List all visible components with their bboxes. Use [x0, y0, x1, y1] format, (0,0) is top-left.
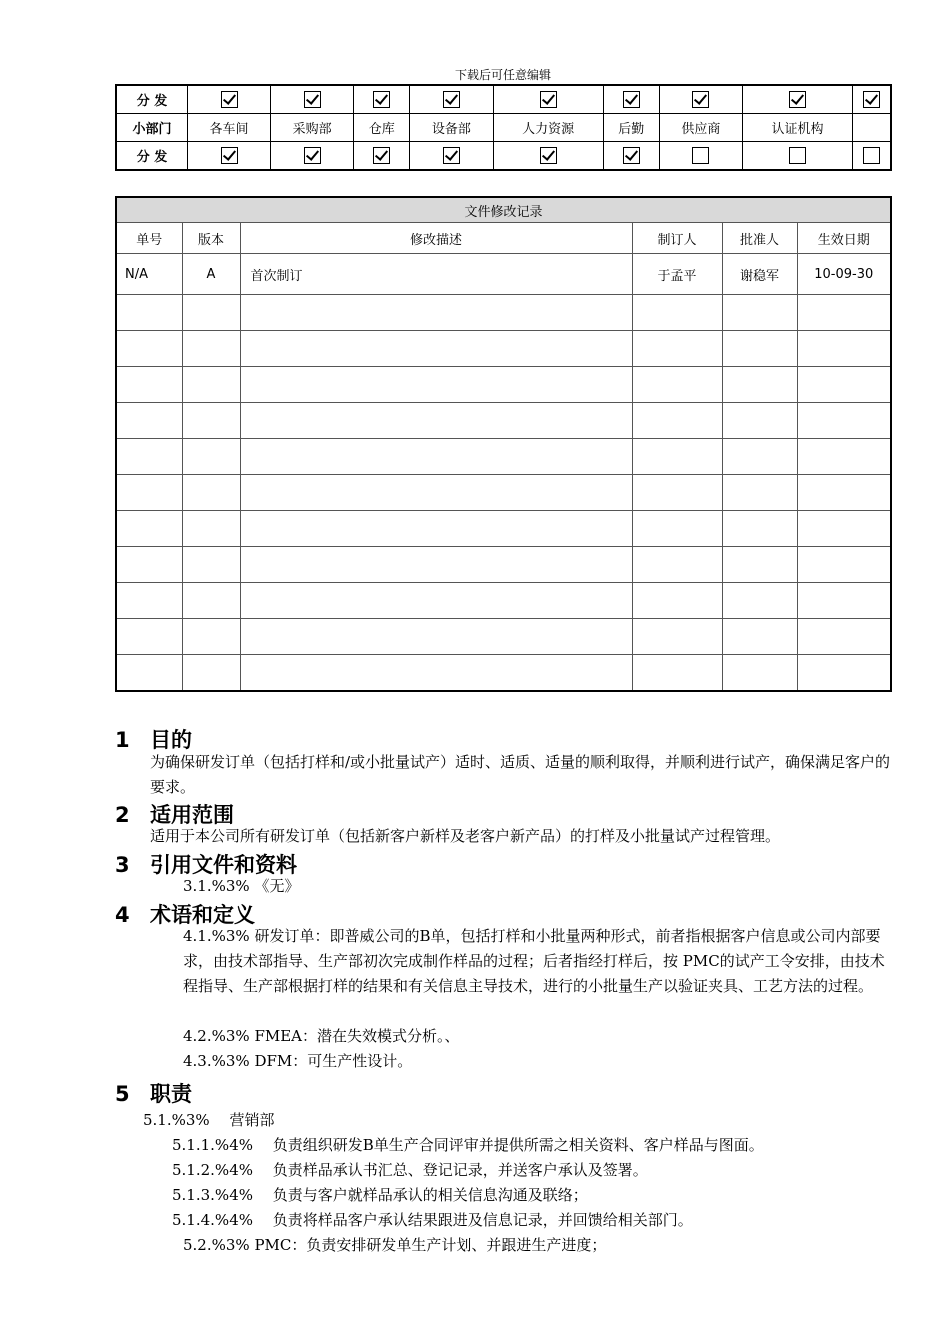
empty-cell	[116, 583, 182, 619]
empty-cell	[722, 403, 797, 439]
empty-cell	[632, 655, 722, 692]
department-cell: 采购部	[271, 114, 354, 142]
empty-cell	[722, 367, 797, 403]
checkbox[interactable]	[692, 91, 709, 108]
reference-item: 3.1.%3% 《无》	[183, 877, 300, 895]
empty-cell	[797, 583, 891, 619]
empty-cell	[722, 583, 797, 619]
empty-cell	[722, 475, 797, 511]
responsibility-item: 5.1.3.%4% 负责与客户就样品承认的相关信息沟通及联络；	[172, 1186, 588, 1204]
empty-cell	[116, 619, 182, 655]
scope-text: 适用于本公司所有研发订单（包括新客户新样及老客户新产品）的打样及小批量试产过程管理。	[150, 827, 781, 845]
cell-doc-no: N/A	[116, 254, 182, 295]
empty-cell	[182, 547, 240, 583]
department-cell: 后勤	[603, 114, 659, 142]
table-row	[116, 367, 891, 403]
empty-cell	[797, 403, 891, 439]
department-cell: 各车间	[188, 114, 271, 142]
empty-cell	[240, 511, 632, 547]
department-cell	[853, 114, 891, 142]
empty-cell	[240, 475, 632, 511]
department-cell: 供应商	[659, 114, 742, 142]
checkbox[interactable]	[304, 147, 321, 164]
empty-cell	[632, 331, 722, 367]
empty-cell	[116, 331, 182, 367]
empty-cell	[632, 403, 722, 439]
column-header: 生效日期	[797, 223, 891, 254]
column-header: 单号	[116, 223, 182, 254]
empty-cell	[722, 655, 797, 692]
empty-cell	[722, 511, 797, 547]
distribution-row-1	[116, 85, 891, 114]
checkbox[interactable]	[540, 147, 557, 164]
section-heading: 5 职责	[115, 1082, 192, 1106]
empty-cell	[116, 475, 182, 511]
cell-author: 于孟平	[632, 254, 722, 295]
cell-version: A	[182, 254, 240, 295]
department-cell: 人力资源	[493, 114, 603, 142]
table-row	[116, 403, 891, 439]
empty-cell	[182, 403, 240, 439]
table-row	[116, 619, 891, 655]
table-row	[116, 511, 891, 547]
empty-cell	[632, 295, 722, 331]
empty-cell	[797, 655, 891, 692]
empty-cell	[182, 367, 240, 403]
responsibility-item: 5.1.1.%4% 负责组织研发B单生产合同评审并提供所需之相关资料、客户样品与图面。	[172, 1136, 764, 1154]
empty-cell	[182, 655, 240, 692]
definition-item: 4.3.%3% DFM：可生产性设计。	[183, 1052, 413, 1070]
table-row	[116, 475, 891, 511]
empty-cell	[240, 439, 632, 475]
empty-cell	[182, 511, 240, 547]
checkbox[interactable]	[304, 91, 321, 108]
section-heading: 1 目的	[115, 728, 192, 752]
table-row	[116, 439, 891, 475]
responsibility-item: 5.1.%3% 营销部	[143, 1111, 275, 1129]
empty-cell	[240, 403, 632, 439]
checkbox[interactable]	[221, 91, 238, 108]
empty-cell	[632, 583, 722, 619]
cell-description: 首次制订	[240, 254, 632, 295]
checkbox[interactable]	[623, 91, 640, 108]
checkbox[interactable]	[540, 91, 557, 108]
distribution-table	[115, 84, 892, 171]
definition-item: 4.2.%3% FMEA：潜在失效模式分析。、	[183, 1027, 460, 1045]
checkbox[interactable]	[221, 147, 238, 164]
empty-cell	[182, 475, 240, 511]
empty-cell	[182, 439, 240, 475]
empty-cell	[182, 331, 240, 367]
empty-cell	[632, 511, 722, 547]
empty-cell	[797, 331, 891, 367]
definition-item: 4.1.%3% 研发订单：即普威公司的B单，包括打样和小批量两种形式，前者指根据客户信息或公司内部要求，由技术部指导、生产部初次完成制作样品的过程；后者指经打样后，按 PMC的试产工令安排，由技术程指导、生产部根据打样的结果和有关信息主导技术，进行的小批量生产以验证夹具、工艺方法的过程。	[183, 927, 885, 995]
empty-cell	[797, 511, 891, 547]
checkbox[interactable]	[443, 91, 460, 108]
header-note: 下载后可任意编辑	[454, 68, 551, 82]
table-row	[116, 655, 891, 692]
empty-cell	[632, 475, 722, 511]
empty-cell	[722, 439, 797, 475]
checkbox[interactable]	[789, 91, 806, 108]
empty-cell	[797, 367, 891, 403]
distribution-row-2	[116, 142, 891, 171]
column-header: 制订人	[632, 223, 722, 254]
empty-cell	[632, 367, 722, 403]
empty-cell	[632, 619, 722, 655]
table-row	[116, 254, 891, 295]
empty-cell	[240, 655, 632, 692]
empty-cell	[722, 547, 797, 583]
empty-cell	[182, 295, 240, 331]
revision-header-row	[116, 223, 891, 254]
checkbox[interactable]	[623, 147, 640, 164]
department-cell: 仓库	[354, 114, 410, 142]
empty-cell	[116, 511, 182, 547]
empty-cell	[797, 619, 891, 655]
empty-cell	[116, 439, 182, 475]
empty-cell	[240, 367, 632, 403]
section-heading: 3 引用文件和资料	[115, 853, 297, 877]
table-row	[116, 331, 891, 367]
empty-cell	[240, 547, 632, 583]
empty-cell	[116, 655, 182, 692]
empty-cell	[116, 367, 182, 403]
checkbox[interactable]	[789, 147, 806, 164]
empty-cell	[182, 619, 240, 655]
responsibility-item: 5.1.2.%4% 负责样品承认书汇总、登记记录，并送客户承认及签署。	[172, 1161, 648, 1179]
checkbox[interactable]	[863, 91, 880, 108]
empty-cell	[116, 547, 182, 583]
distribution-label: 分 发	[116, 85, 188, 114]
table-row	[116, 583, 891, 619]
column-header: 修改描述	[240, 223, 632, 254]
empty-cell	[240, 583, 632, 619]
department-cell: 设备部	[410, 114, 493, 142]
empty-cell	[240, 331, 632, 367]
cell-approver: 谢稳军	[722, 254, 797, 295]
checkbox[interactable]	[692, 147, 709, 164]
cell-effective-date: 10-09-30	[797, 254, 891, 295]
checkbox[interactable]	[863, 147, 880, 164]
department-label: 小部门	[116, 114, 188, 142]
empty-cell	[632, 547, 722, 583]
column-header: 批准人	[722, 223, 797, 254]
section-heading: 2 适用范围	[115, 803, 234, 827]
empty-cell	[116, 295, 182, 331]
revision-caption: 文件修改记录	[116, 197, 891, 223]
revision-table	[115, 196, 892, 692]
empty-cell	[240, 619, 632, 655]
department-cell: 认证机构	[742, 114, 852, 142]
empty-cell	[722, 619, 797, 655]
table-row	[116, 547, 891, 583]
empty-cell	[797, 547, 891, 583]
empty-cell	[797, 439, 891, 475]
empty-rows	[116, 295, 891, 692]
column-header: 版本	[182, 223, 240, 254]
checkbox[interactable]	[373, 147, 390, 164]
distribution-label: 分 发	[116, 142, 188, 171]
empty-cell	[116, 403, 182, 439]
department-row	[116, 114, 891, 142]
responsibility-item: 5.2.%3% PMC：负责安排研发单生产计划、并跟进生产进度；	[183, 1236, 607, 1254]
purpose-text: 为确保研发订单（包括打样和/或小批量试产）适时、适质、适量的顺利取得，并顺利进行试产，确保满足客户的要求。	[150, 753, 891, 796]
responsibility-item: 5.1.4.%4% 负责将样品客户承认结果跟进及信息记录，并回馈给相关部门。	[172, 1211, 693, 1229]
table-row	[116, 295, 891, 331]
empty-cell	[632, 439, 722, 475]
empty-cell	[722, 331, 797, 367]
checkbox[interactable]	[443, 147, 460, 164]
checkbox[interactable]	[373, 91, 390, 108]
section-heading: 4 术语和定义	[115, 903, 255, 927]
empty-cell	[240, 295, 632, 331]
empty-cell	[797, 295, 891, 331]
empty-cell	[722, 295, 797, 331]
empty-cell	[797, 475, 891, 511]
empty-cell	[182, 583, 240, 619]
